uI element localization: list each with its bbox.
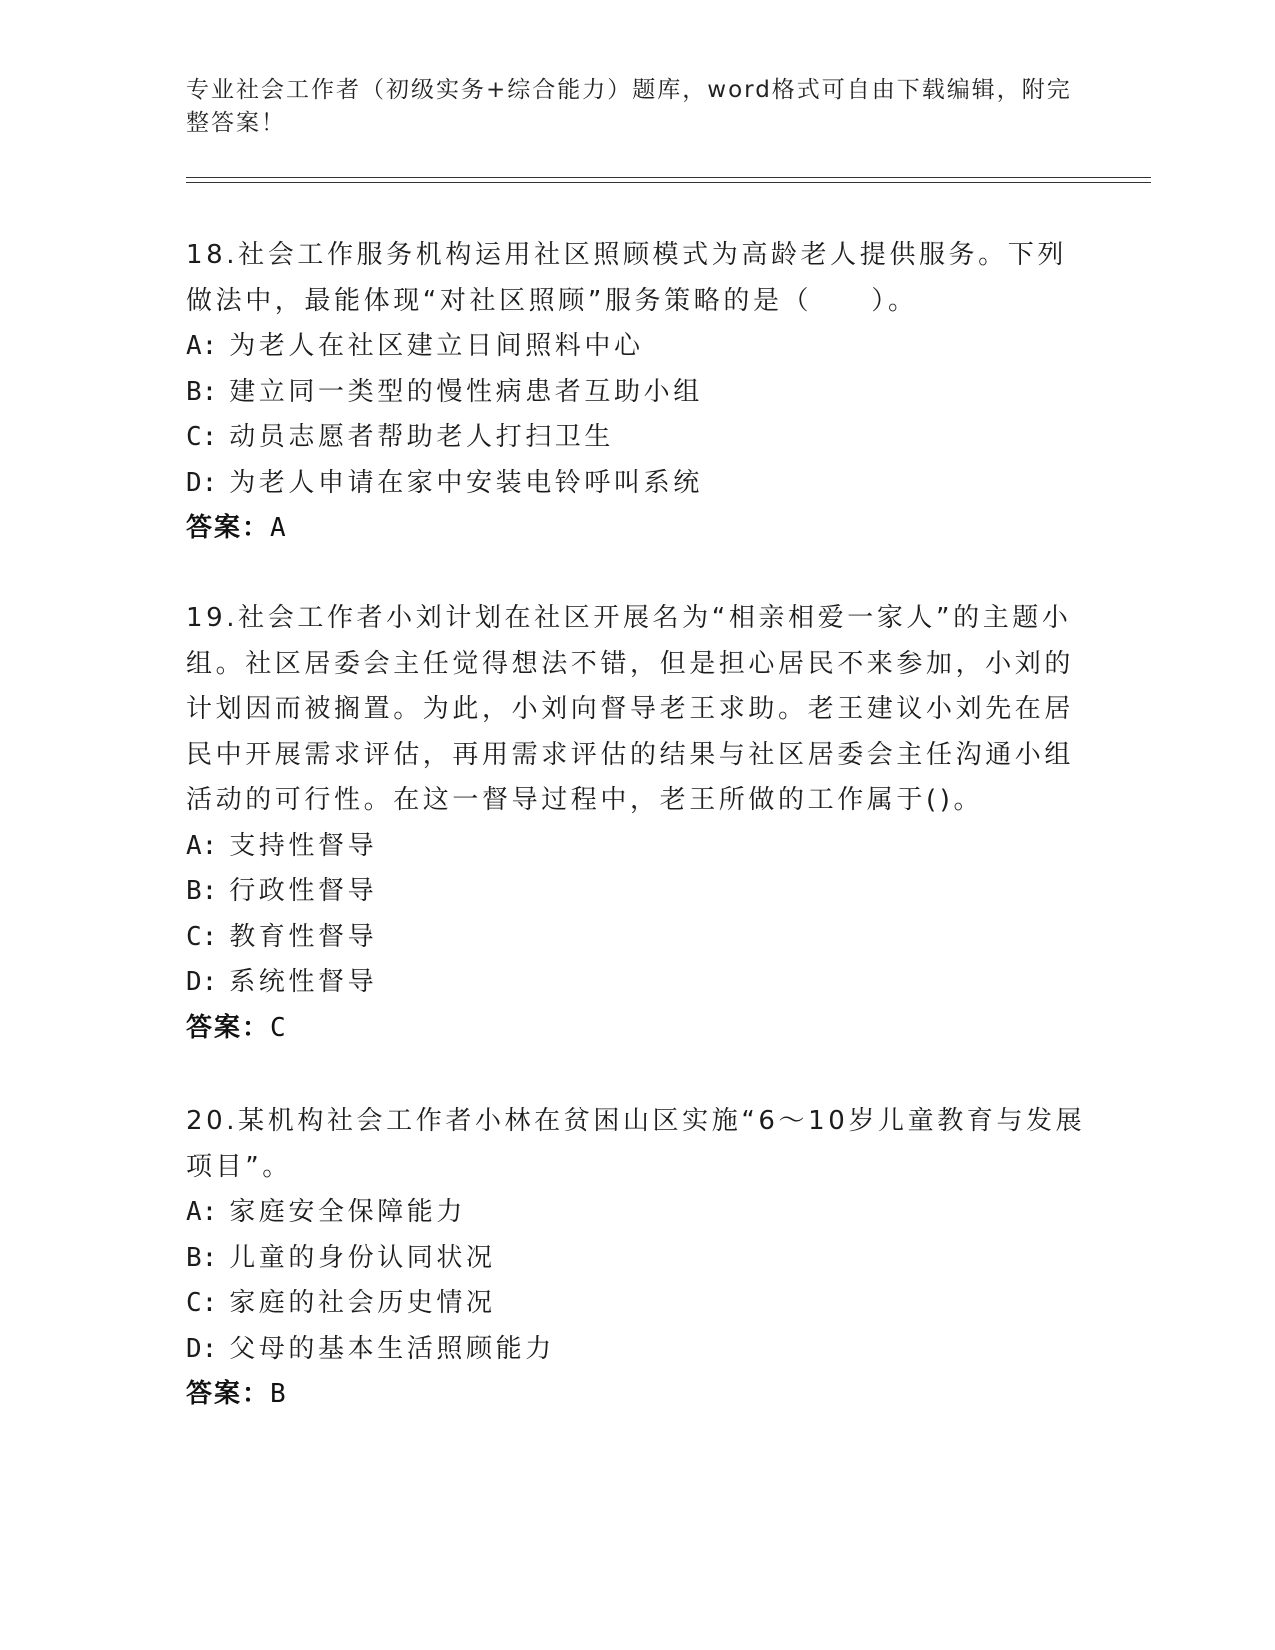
answer-label: 答案： [186, 1012, 271, 1043]
answer-label: 答案： [186, 1379, 271, 1409]
option-b [186, 869, 1086, 915]
option-d [186, 461, 1086, 507]
option-text: 儿童的身份认同状况 [229, 1242, 496, 1273]
question-stem: 18.社会工作服务机构运用社区照顾模式为高龄老人提供服务。下列做法中，最能体现“对社区照顾”服务策略的是（ ）。 [186, 240, 1067, 316]
option-text: 家庭安全保障能力 [229, 1197, 466, 1227]
answer-label: 答案： [186, 513, 271, 543]
option-a [186, 1190, 1086, 1236]
option-text: 动员志愿者帮助老人打扫卫生 [229, 422, 614, 452]
question-18 [186, 233, 1086, 552]
answer-value: A [270, 513, 288, 543]
question-19 [186, 596, 1086, 1051]
option-a [186, 324, 1086, 370]
header-rule-top [186, 177, 1151, 178]
answer-value: B [270, 1379, 288, 1409]
option-letter: B: [186, 876, 218, 906]
option-letter: A: [186, 1197, 218, 1227]
option-letter: A: [186, 830, 218, 861]
answer-line [186, 506, 1086, 552]
option-text: 系统性督导 [229, 967, 378, 997]
answer-line [186, 1006, 1086, 1052]
option-letter: C: [186, 921, 218, 952]
option-letter: A: [186, 331, 218, 361]
option-letter: C: [186, 422, 218, 452]
option-b [186, 1236, 1086, 1282]
option-letter: B: [186, 1242, 218, 1273]
header-rule-bottom [186, 182, 1151, 183]
option-b [186, 370, 1086, 416]
option-letter: C: [186, 1288, 218, 1318]
option-text: 建立同一类型的慢性病患者互助小组 [229, 376, 703, 407]
option-letter: B: [186, 376, 218, 407]
option-text: 教育性督导 [229, 921, 378, 952]
option-text: 为老人在社区建立日间照料中心 [229, 331, 644, 361]
answer-value: C [270, 1012, 288, 1043]
option-a [186, 824, 1086, 870]
option-text: 行政性督导 [229, 876, 378, 906]
option-c [186, 915, 1086, 961]
question-stem: 19.社会工作者小刘计划在社区开展名为“相亲相爱一家人”的主题小组。社区居委会主任觉得想法不错，但是担心居民不来参加，小刘的计划因而被搁置。为此，小刘向督导老王求助。老王建议小刘先在居民中开展需求评估，再用需求评估的结果与社区居委会主任沟通小组活动的可行性。在这一督导过程中，老王所做的工作属于()。 [186, 603, 1075, 815]
answer-line [186, 1372, 1086, 1418]
option-text: 为老人申请在家中安装电铃呼叫系统 [229, 467, 703, 498]
option-text: 父母的基本生活照顾能力 [229, 1333, 555, 1364]
option-c [186, 415, 1086, 461]
option-text: 家庭的社会历史情况 [229, 1288, 496, 1318]
question-20 [186, 1099, 1086, 1418]
option-text: 支持性督导 [229, 830, 378, 861]
option-letter: D: [186, 467, 218, 498]
document-header: 专业社会工作者（初级实务+综合能力）题库，word格式可自由下载编辑，附完整答案！ [186, 77, 1072, 136]
question-stem: 20.某机构社会工作者小林在贫困山区实施“6～10岁儿童教育与发展项目”。 [186, 1106, 1086, 1182]
option-c [186, 1281, 1086, 1327]
option-letter: D: [186, 967, 218, 997]
option-d [186, 960, 1086, 1006]
option-letter: D: [186, 1333, 218, 1364]
option-d [186, 1327, 1086, 1373]
